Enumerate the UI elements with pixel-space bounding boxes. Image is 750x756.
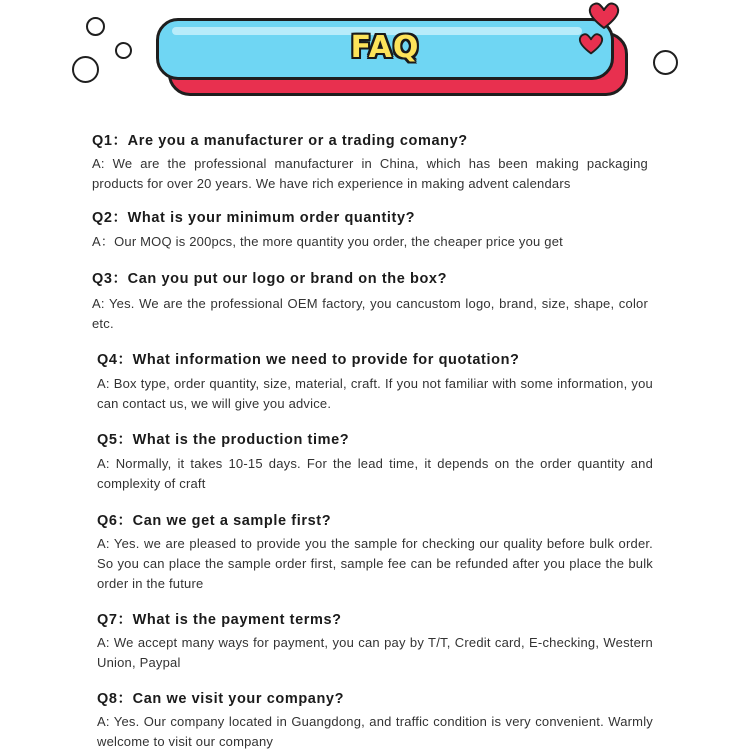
page-title: FAQ [350,30,420,65]
decor-circle-3 [72,56,99,83]
faq-question-4: Q4：What information we need to provide for quotation? [97,352,520,368]
faq-question-5: Q5：What is the production time? [97,432,350,448]
faq-answer-1: A: We are the professional manufacturer in China, which has been making packaging products for over 20 years. We have rich experience in making advent calendars [92,156,648,191]
decor-circle-1 [86,17,105,36]
faq-question-3: Q3：Can you put our logo or brand on the box? [92,271,448,287]
faq-question-7: Q7：What is the payment terms? [97,612,342,628]
faq-answer-3: A: Yes. We are the professional OEM factory, you cancustom logo, brand, size, shape, color etc. [92,296,648,331]
faq-question-2: Q2：What is your minimum order quantity? [92,210,416,226]
faq-answer-5: A: Normally, it takes 10-15 days. For the lead time, it depends on the order quantity and complexity of craft [97,456,653,491]
faq-question-8: Q8：Can we visit your company? [97,691,345,707]
faq-question-6: Q6：Can we get a sample first? [97,513,332,529]
heart-icon-large [588,2,620,30]
faq-question-1: Q1：Are you a manufacturer or a trading comany? [92,133,468,149]
faq-banner [0,0,750,110]
heart-icon-small [578,33,604,55]
faq-answer-8: A: Yes. Our company located in Guangdong, and traffic condition is very convenient. Warmly welcome to visit our company [97,714,653,749]
faq-answer-2: A：Our MOQ is 200pcs, the more quantity you order, the cheaper price you get [92,234,563,249]
faq-answer-4: A: Box type, order quantity, size, material, craft. If you not familiar with some information, you can contact us, we will give you advice. [97,376,653,411]
decor-circle-4 [653,50,678,75]
faq-answer-7: A: We accept many ways for payment, you can pay by T/T, Credit card, E-checking, Western Union, Paypal [97,635,653,670]
faq-answer-6: A: Yes. we are pleased to provide you the sample for checking our quality before bulk order. So you can place the sample order first, sample fee can be refunded after you place the bulk order in the future [97,536,653,591]
decor-circle-2 [115,42,132,59]
